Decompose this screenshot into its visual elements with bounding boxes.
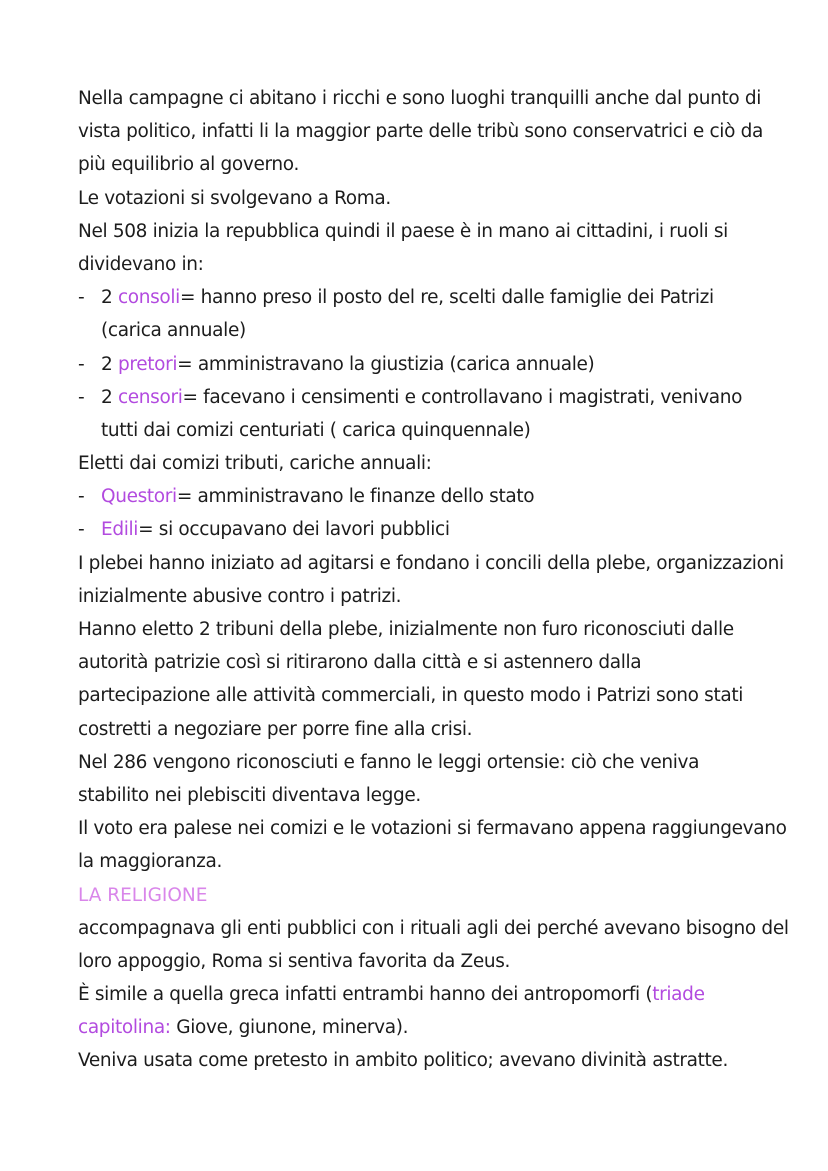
highlight-term: censori	[117, 386, 183, 408]
item-description: = amministravano la giustizia (carica annuale)	[177, 353, 595, 375]
highlight-term: Questori	[101, 486, 177, 508]
item-prefix: 2	[101, 353, 118, 375]
section-heading: LA RELIGIONE	[78, 884, 208, 906]
list-item-consoli	[78, 281, 768, 314]
highlight-term: capitolina:	[78, 1017, 171, 1039]
text-line: Le votazioni si svolgevano a Roma.	[78, 187, 391, 209]
notes-text	[78, 82, 789, 1078]
bullet-dash: -	[78, 386, 85, 408]
list-item-questori	[78, 480, 768, 513]
item-description: = si occupavano dei lavori pubblici	[138, 519, 450, 541]
text-line: partecipazione alle attività commerciali, in questo modo i Patrizi sono stati	[78, 685, 744, 707]
triade-after: Giove, giunone, minerva).	[170, 1017, 409, 1039]
bullet-dash: -	[78, 287, 85, 309]
item-description: = facevano i censimenti e controllavano i magistrati, venivano	[182, 386, 743, 408]
highlight-term: triade	[652, 984, 705, 1006]
text-line: vista politico, infatti li la maggior parte delle tribù sono conservatrici e ciò da	[78, 121, 763, 143]
text-line: Nel 508 inizia la repubblica quindi il paese è in mano ai cittadini, i ruoli si	[78, 220, 728, 242]
text-line: Veniva usata come pretesto in ambito politico; avevano divinità astratte.	[78, 1050, 728, 1072]
bullet-dash: -	[78, 519, 85, 541]
text-line: Hanno eletto 2 tribuni della plebe, inizialmente non furo riconosciuti dalle	[78, 619, 734, 640]
list-item-censori	[78, 381, 768, 414]
text-line: accompagnava gli enti pubblici con i rituali agli dei perché avevano bisogno del	[78, 917, 789, 939]
text-line: Nella campagne ci abitano i ricchi e sono luoghi tranquilli anche dal punto di	[78, 88, 762, 109]
bullet-dash: -	[78, 486, 85, 508]
text-line: stabilito nei plebisciti diventava legge.	[78, 784, 421, 806]
highlight-term: Edili	[101, 519, 139, 541]
text-line: I plebei hanno iniziato ad agitarsi e fondano i concili della plebe, organizzazioni	[78, 552, 784, 574]
text-line: Il voto era palese nei comizi e le votazioni si fermavano appena raggiungevano	[78, 818, 787, 840]
highlight-term: pretori	[117, 353, 178, 375]
text-line: dividevano in:	[78, 253, 204, 275]
list-item-pretori	[78, 348, 768, 381]
text-line: costretti a negoziare per porre fine alla crisi.	[78, 718, 473, 740]
text-line: più equilibrio al governo.	[78, 154, 299, 176]
triade-before: È simile a quella greca infatti entrambi hanno dei antropomorfi (	[78, 984, 653, 1006]
item-prefix: 2	[101, 287, 118, 309]
item-description: = amministravano le finanze dello stato	[176, 486, 535, 508]
text-line: inizialmente abusive contro i patrizi.	[78, 585, 402, 607]
highlight-term: consoli	[117, 287, 180, 309]
triade-line	[78, 978, 768, 1011]
list-item-continuation: (carica annuale)	[101, 320, 246, 342]
item-prefix: 2	[101, 386, 118, 408]
triade-line-2	[78, 1011, 768, 1044]
text-line: autorità patrizie così si ritirarono dalla città e si astennero dalla	[78, 652, 642, 674]
text-line: Eletti dai comizi tributi, cariche annuali:	[78, 453, 432, 475]
list-item-continuation: tutti dai comizi centuriati ( carica quinquennale)	[101, 419, 531, 441]
bullet-dash: -	[78, 353, 85, 375]
text-line: Nel 286 vengono riconosciuti e fanno le leggi ortensie: ciò che veniva	[78, 751, 700, 773]
list-item-edili	[78, 513, 768, 546]
text-line: loro appoggio, Roma si sentiva favorita da Zeus.	[78, 950, 511, 972]
text-line: la maggioranza.	[78, 851, 223, 873]
item-description: = hanno preso il posto del re, scelti dalle famiglie dei Patrizi	[179, 287, 714, 309]
